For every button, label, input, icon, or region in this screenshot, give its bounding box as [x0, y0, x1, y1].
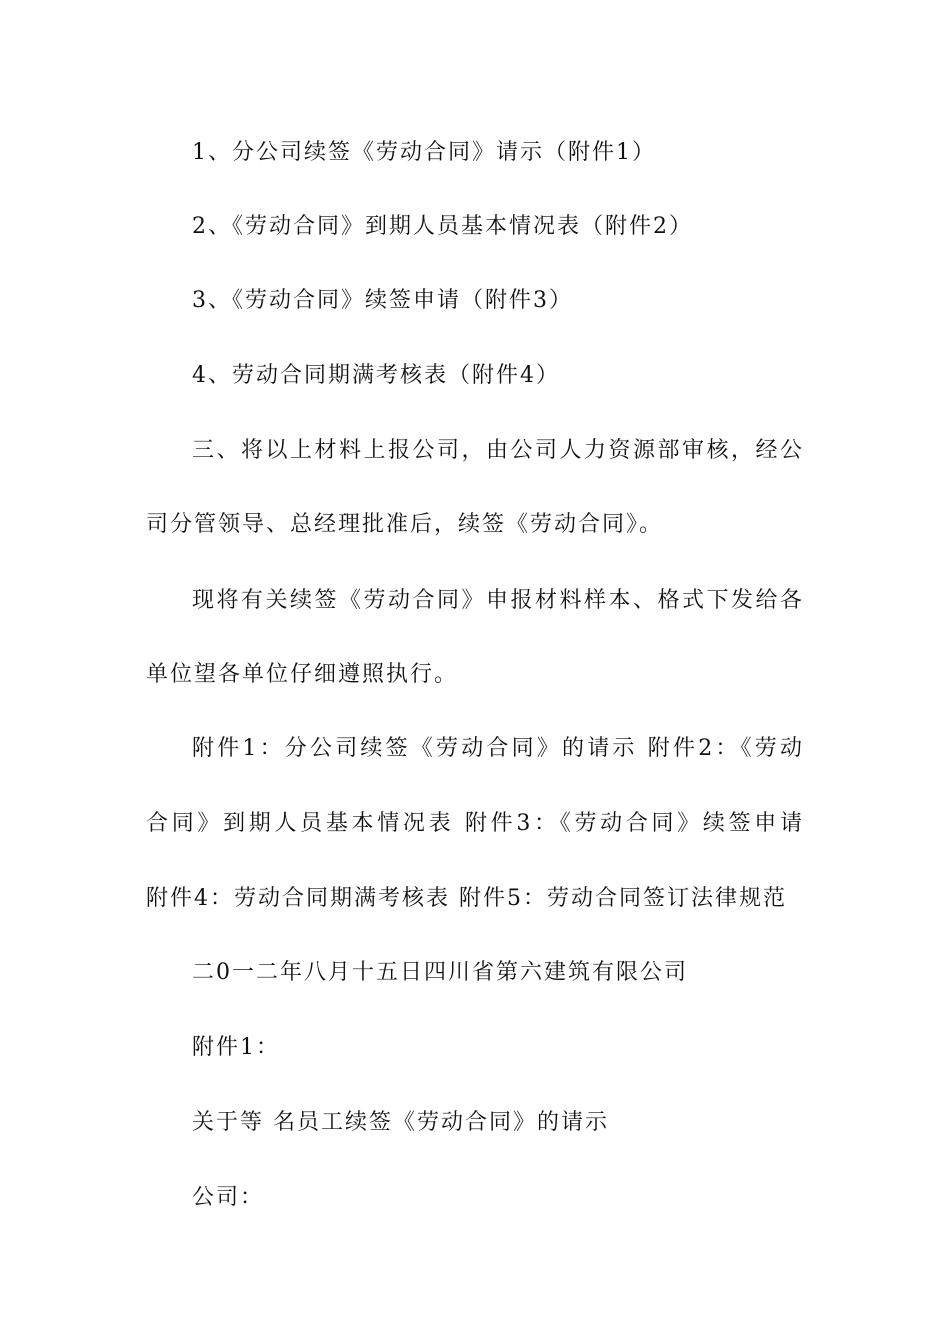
- paragraph-attachments-line-2: 合同》到期人员基本情况表 附件3：《劳动合同》续签申请: [146, 811, 804, 836]
- paragraph-attachments-line-1: 附件1：分公司续签《劳动合同》的请示 附件2：《劳动: [192, 736, 804, 761]
- date-and-issuer: 二0一二年八月十五日四川省第六建筑有限公司: [192, 960, 688, 985]
- attachment-1-heading: 附件1：: [192, 1035, 280, 1060]
- list-item-attachment-3: 3、《劳动合同》续签申请（附件3）: [192, 288, 573, 313]
- request-title: 关于等 名员工续签《劳动合同》的请示: [192, 1110, 609, 1135]
- paragraph-attachments-line-3: 附件4：劳动合同期满考核表 附件5：劳动合同签订法律规范: [146, 886, 787, 911]
- list-item-attachment-2: 2、《劳动合同》到期人员基本情况表（附件2）: [192, 214, 693, 239]
- paragraph-notice-line-2: 单位望各单位仔细遵照执行。: [146, 662, 459, 687]
- paragraph-notice-line-1: 现将有关续签《劳动合同》申报材料样本、格式下发给各: [192, 588, 804, 613]
- list-item-attachment-4: 4、劳动合同期满考核表（附件4）: [192, 363, 560, 388]
- list-item-attachment-1: 1、分公司续签《劳动合同》请示（附件1）: [192, 140, 656, 165]
- paragraph-step-3-line-1: 三、将以上材料上报公司，由公司人力资源部审核，经公: [192, 438, 804, 463]
- salutation: 公司：: [192, 1185, 265, 1210]
- paragraph-step-3-line-2: 司分管领导、总经理批准后，续签《劳动合同》。: [146, 512, 664, 537]
